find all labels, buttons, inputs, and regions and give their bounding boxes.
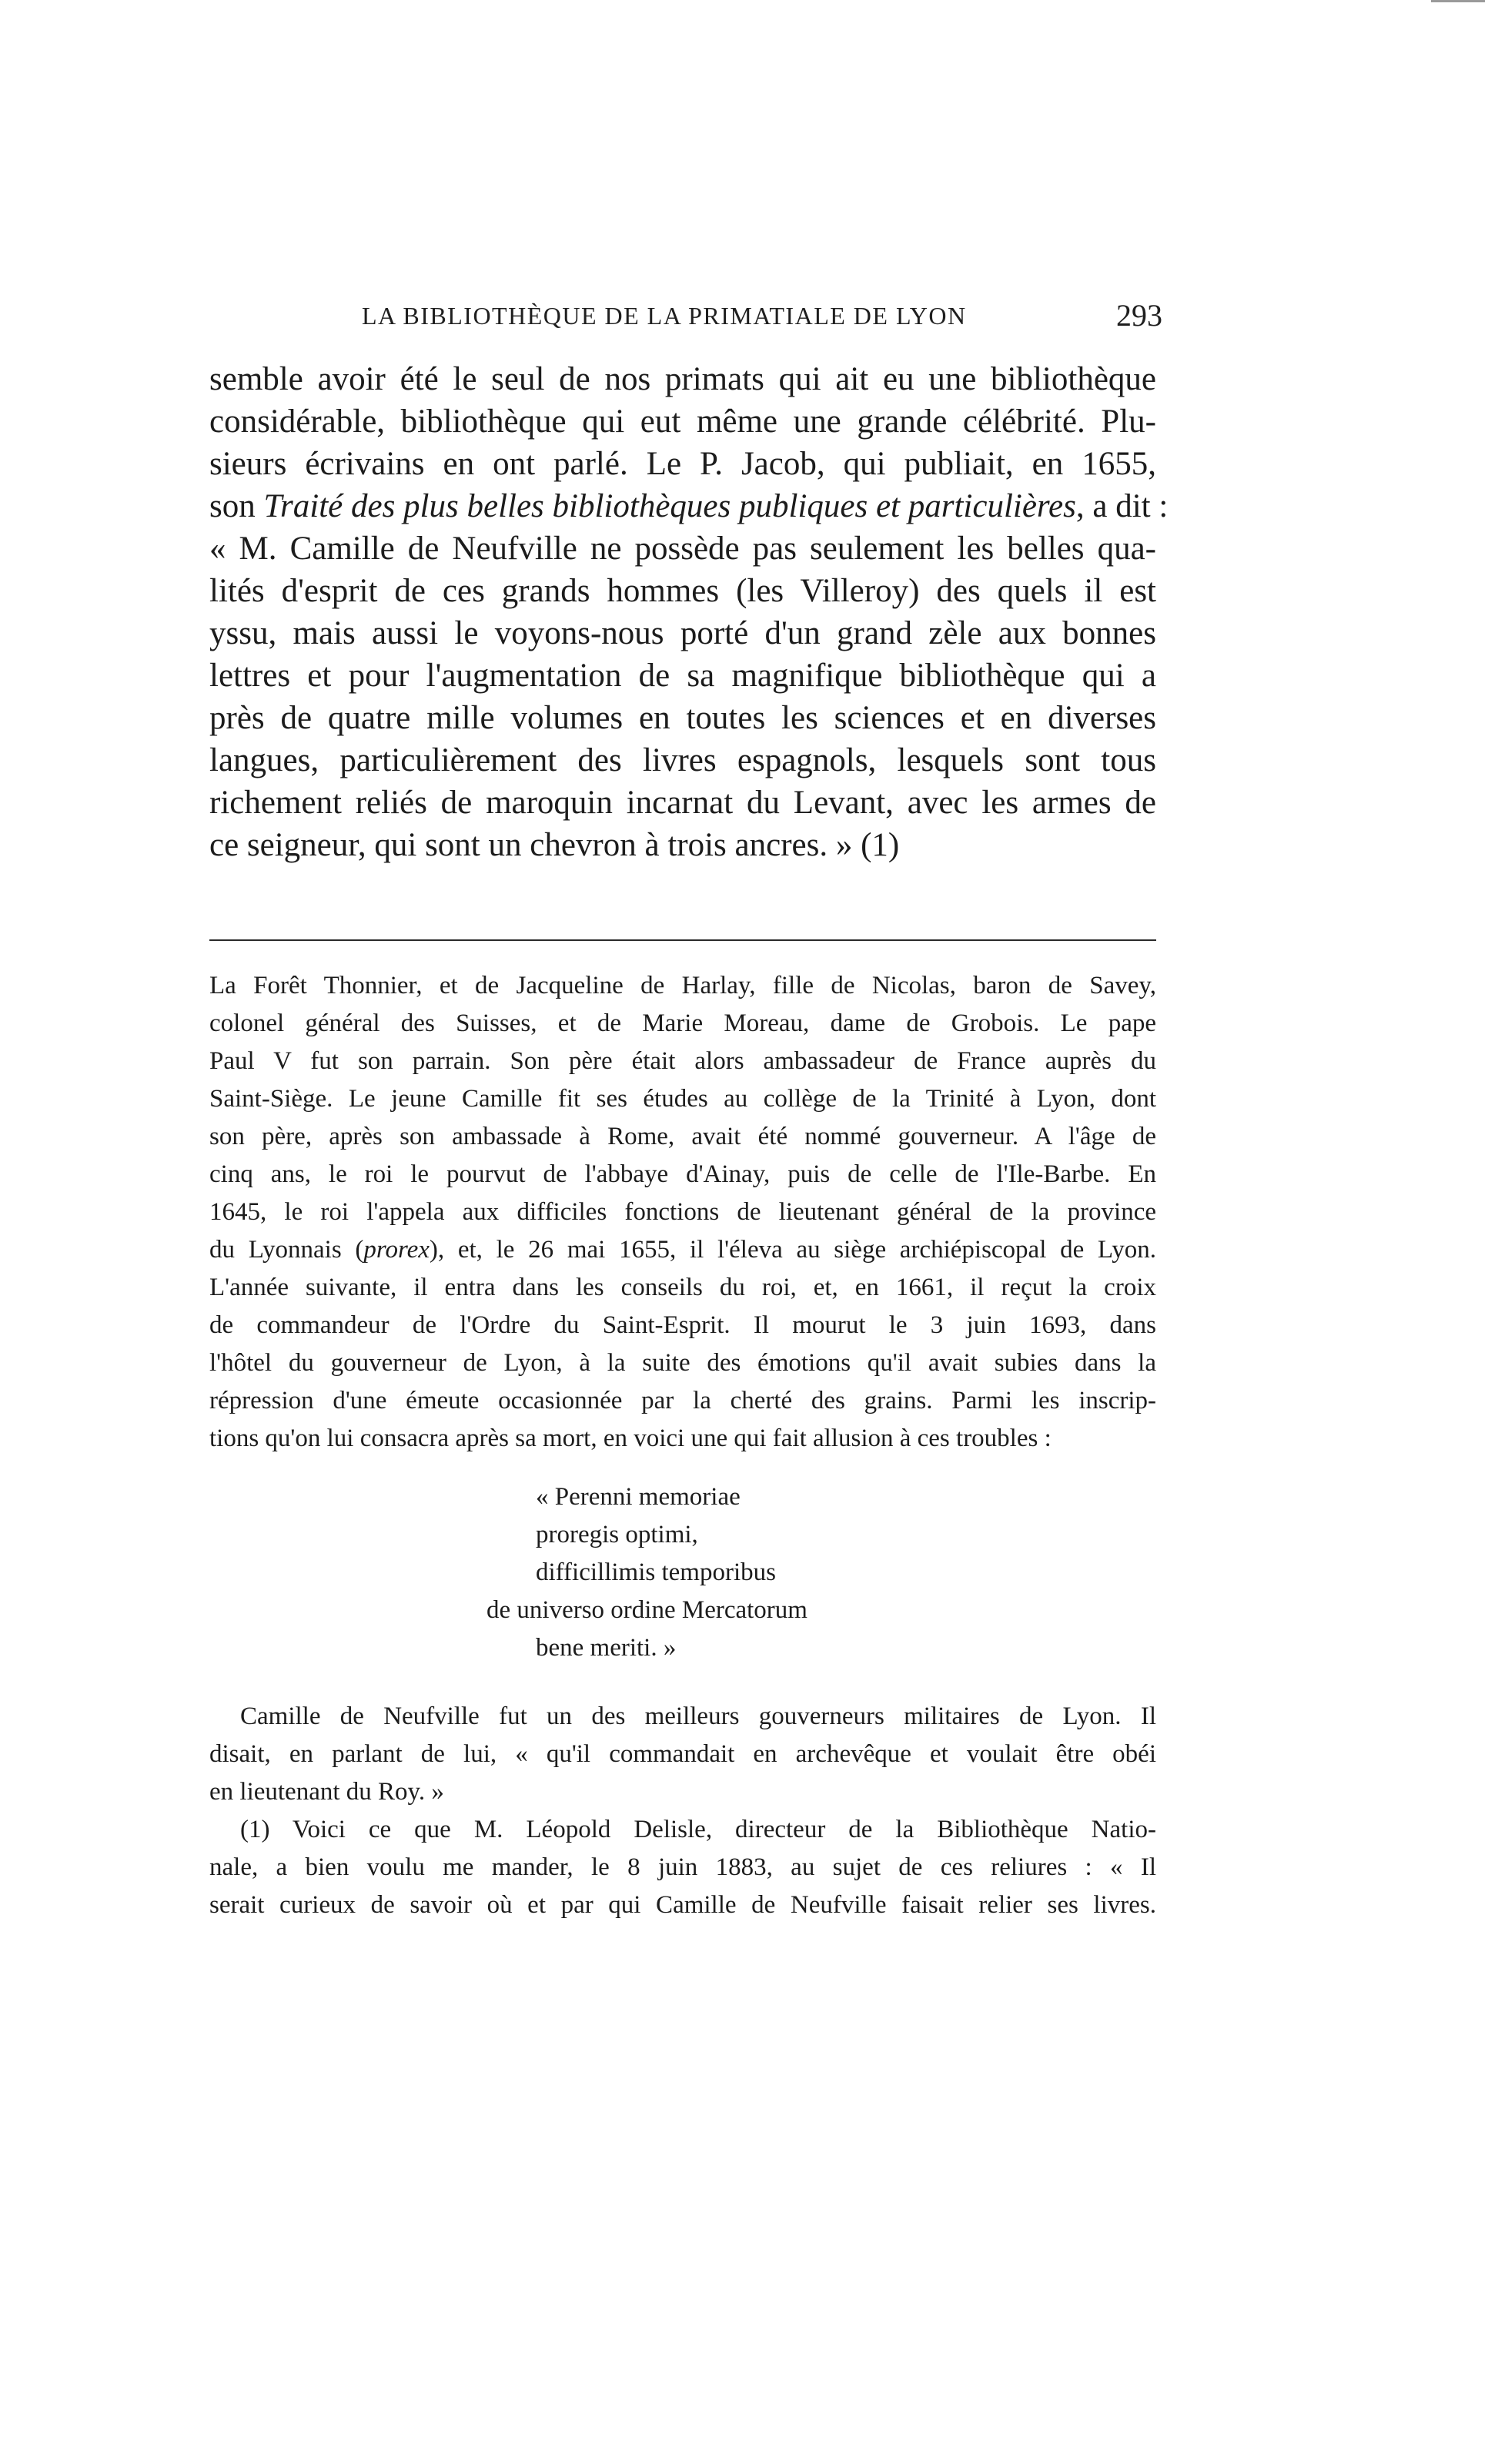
footnote-1-line: (1) Voici ce que M. Léopold Delisle, directeur de la Bibliothèque Natio-: [240, 1816, 1156, 1843]
footnote-line-with-prorex: du Lyonnais (prorex), et, le 26 mai 1655, il l'éleva au siège archiépiscopal de Lyon.: [209, 1236, 1157, 1264]
main-paragraph: [209, 358, 1169, 866]
inscription-line: difficillimis temporibus: [536, 1558, 776, 1586]
text-line: lités d'esprit de ces grands hommes (les Villeroy) des quels il est: [209, 573, 1156, 609]
note-line: disait, en parlant de lui, « qu'il commandait en archevêque et voulait être obéi: [209, 1740, 1156, 1768]
text-line: ce seigneur, qui sont un chevron à trois ancres. » (1): [209, 827, 900, 863]
text-line: richement reliés de maroquin incarnat du Levant, avec les armes de: [209, 785, 1156, 821]
latin-inscription: [487, 1478, 807, 1667]
note-line: en lieutenant du Roy. »: [209, 1778, 444, 1806]
closing-notes: [209, 1698, 1156, 1924]
footnote-line: répression d'une émeute occasionnée par la cherté des grains. Parmi les inscrip-: [209, 1387, 1156, 1414]
text-line-with-book-title: son Traité des plus belles bibliothèques publiques et particulières, a dit :: [209, 488, 1169, 524]
inscription-line: de universo ordine Mercatorum: [487, 1596, 807, 1624]
page-header: [362, 298, 1162, 340]
footnote-line: tions qu'on lui consacra après sa mort, en voici une qui fait allusion à ces troubles :: [209, 1424, 1052, 1452]
italic-title: Traité des plus belles bibliothèques publiques et particulières: [263, 488, 1076, 524]
scan-edge-mark: [1431, 0, 1485, 2]
footnote-line: L'année suivante, il entra dans les conseils du roi, et, en 1661, il reçut la croix: [209, 1274, 1156, 1301]
inscription-line: bene meriti. »: [536, 1634, 677, 1662]
text-line: « M. Camille de Neufville ne possède pas seulement les belles qua-: [209, 531, 1156, 567]
note-line: Camille de Neufville fut un des meilleurs gouverneurs militaires de Lyon. Il: [240, 1702, 1156, 1730]
text-line: considérable, bibliothèque qui eut même une grande célébrité. Plu-: [209, 403, 1156, 440]
footnote-line: son père, après son ambassade à Rome, avait été nommé gouverneur. A l'âge de: [209, 1123, 1156, 1150]
inscription-line: proregis optimi,: [536, 1521, 698, 1548]
inscription-line: « Perenni memoriae: [536, 1483, 741, 1511]
footnote-separator: [209, 939, 1156, 941]
text-line: yssu, mais aussi le voyons-nous porté d'un grand zèle aux bonnes: [209, 615, 1156, 651]
footnote-line: de commandeur de l'Ordre du Saint-Esprit. Il mourut le 3 juin 1693, dans: [209, 1311, 1156, 1339]
footnote-line: Saint-Siège. Le jeune Camille fit ses études au collège de la Trinité à Lyon, dont: [209, 1085, 1156, 1113]
text-line: lettres et pour l'augmentation de sa magnifique bibliothèque qui a: [209, 658, 1156, 694]
footnote-line: La Forêt Thonnier, et de Jacqueline de Harlay, fille de Nicolas, baron de Savey,: [209, 972, 1156, 999]
footnote-line: l'hôtel du gouverneur de Lyon, à la suite des émotions qu'il avait subies dans la: [209, 1349, 1156, 1377]
footnote-line: cinq ans, le roi le pourvut de l'abbaye d'Ainay, puis de celle de l'Ile-Barbe. En: [209, 1160, 1156, 1188]
text-line: langues, particulièrement des livres espagnols, lesquels sont tous: [209, 742, 1156, 778]
text-line: sieurs écrivains en ont parlé. Le P. Jacob, qui publiait, en 1655,: [209, 446, 1156, 482]
italic-title: prorex: [363, 1236, 430, 1264]
footnote-line: 1645, le roi l'appela aux difficiles fonctions de lieutenant général de la province: [209, 1198, 1156, 1226]
footnote-line: colonel général des Suisses, et de Marie Moreau, dame de Grobois. Le pape: [209, 1009, 1156, 1037]
footnote-line: Paul V fut son parrain. Son père était alors ambassadeur de France auprès du: [209, 1047, 1156, 1075]
text-line: semble avoir été le seul de nos primats qui ait eu une bibliothèque: [209, 361, 1156, 397]
footnote-1-line: serait curieux de savoir où et par qui Camille de Neufville faisait relier ses livres.: [209, 1891, 1156, 1919]
text-line: près de quatre mille volumes en toutes les sciences et en diverses: [209, 700, 1156, 736]
page-number: 293: [1116, 298, 1162, 333]
running-title: LA BIBLIOTHÈQUE DE LA PRIMATIALE DE LYON: [362, 302, 967, 330]
footnote-continuation: [209, 967, 1156, 1458]
footnote-1-line: nale, a bien voulu me mander, le 8 juin 1883, au sujet de ces reliures : « Il: [209, 1853, 1156, 1881]
